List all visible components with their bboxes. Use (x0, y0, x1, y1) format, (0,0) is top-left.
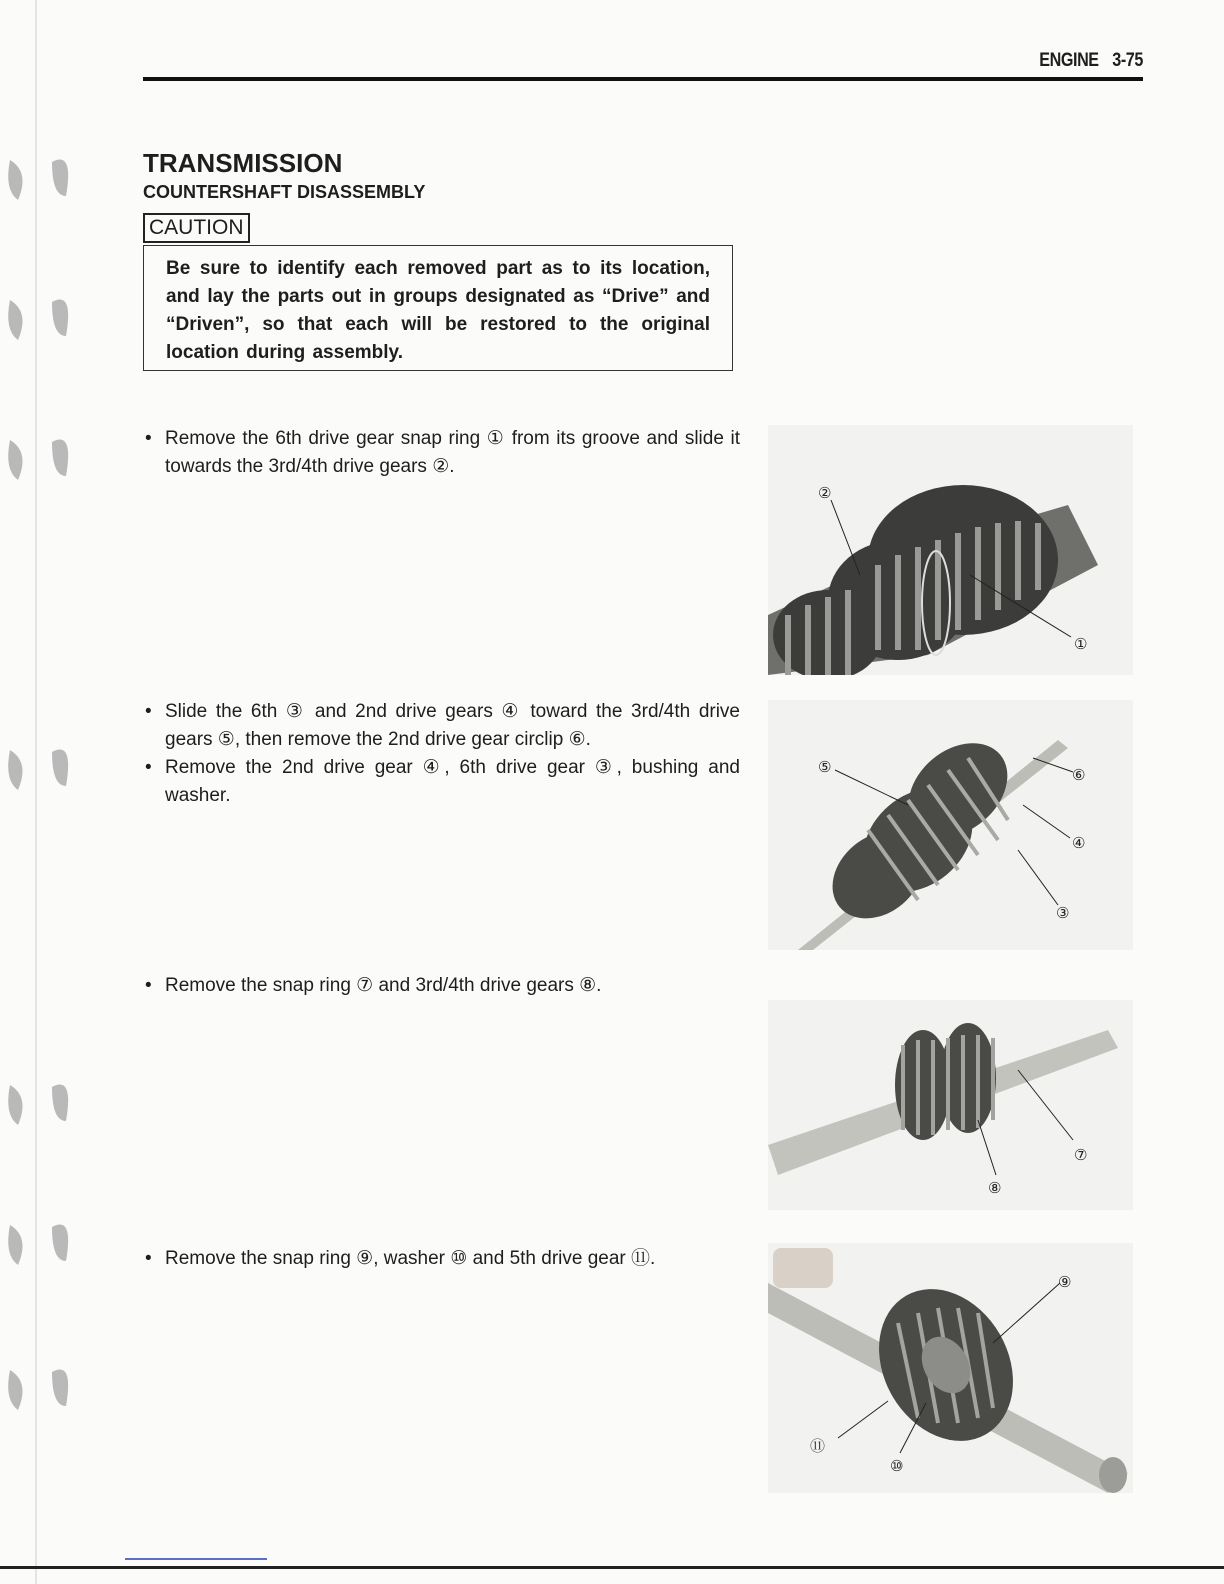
callout-7: ⑦ (1074, 1146, 1088, 1164)
footer-rule (0, 1566, 1224, 1569)
step-2 (145, 698, 740, 810)
footer-link-underline (125, 1558, 267, 1560)
step-2-bullet-1: • Slide the 6th ③ and 2nd drive gears ④ toward the 3rd/4th drive gears ⑤, then remove the 2nd drive gear circlip ⑥. (145, 698, 740, 754)
step-1-bullet: • Remove the 6th drive gear snap ring ① from its groove and slide it towards the 3rd/4th drive gears ②. (145, 425, 740, 481)
page-number: 3-75 (1112, 50, 1143, 71)
callout-11: ⑪ (810, 1437, 826, 1455)
callout-10: ⑩ (890, 1457, 904, 1475)
step-4 (145, 1245, 740, 1273)
callout-4: ④ (1072, 834, 1086, 852)
step-3 (145, 972, 740, 1000)
gear-photo-4 (768, 1243, 1133, 1493)
photo-step-3 (768, 1000, 1133, 1210)
binder-holes (0, 0, 90, 1584)
section-title: TRANSMISSION (143, 148, 343, 178)
callout-2: ② (818, 484, 832, 502)
header-rule (143, 77, 1143, 81)
callout-1: ① (1074, 635, 1088, 653)
caution-text: Be sure to identify each removed part as to its location, and lay the parts out in groups designated as “Drive” and “Driven”, so that each will be restored to the original location during assembly. (166, 258, 710, 363)
step-4-bullet: • Remove the snap ring ⑨, washer ⑩ and 5th drive gear ⑪. (145, 1245, 740, 1273)
running-header (1026, 50, 1143, 72)
gear-photo-1 (768, 425, 1133, 675)
photo-step-2 (768, 700, 1133, 950)
section-name: ENGINE (1039, 50, 1099, 71)
callout-9: ⑨ (1058, 1273, 1072, 1291)
gear-photo-3 (768, 1000, 1133, 1210)
page-header (143, 50, 1143, 82)
photo-step-1 (768, 425, 1133, 675)
callout-6: ⑥ (1072, 766, 1086, 784)
gear-photo-2 (768, 700, 1133, 950)
callout-8: ⑧ (988, 1179, 1002, 1197)
step-3-bullet: • Remove the snap ring ⑦ and 3rd/4th drive gears ⑧. (145, 972, 740, 1000)
subsection-title: COUNTERSHAFT DISASSEMBLY (143, 182, 426, 202)
caution-label: CAUTION (143, 213, 250, 243)
callout-5: ⑤ (818, 758, 832, 776)
step-1 (145, 425, 740, 481)
callout-3: ③ (1056, 904, 1070, 922)
photo-step-4 (768, 1243, 1133, 1493)
step-2-bullet-2: • Remove the 2nd drive gear ④, 6th drive gear ③, bushing and washer. (145, 754, 740, 810)
caution-box (143, 245, 733, 371)
